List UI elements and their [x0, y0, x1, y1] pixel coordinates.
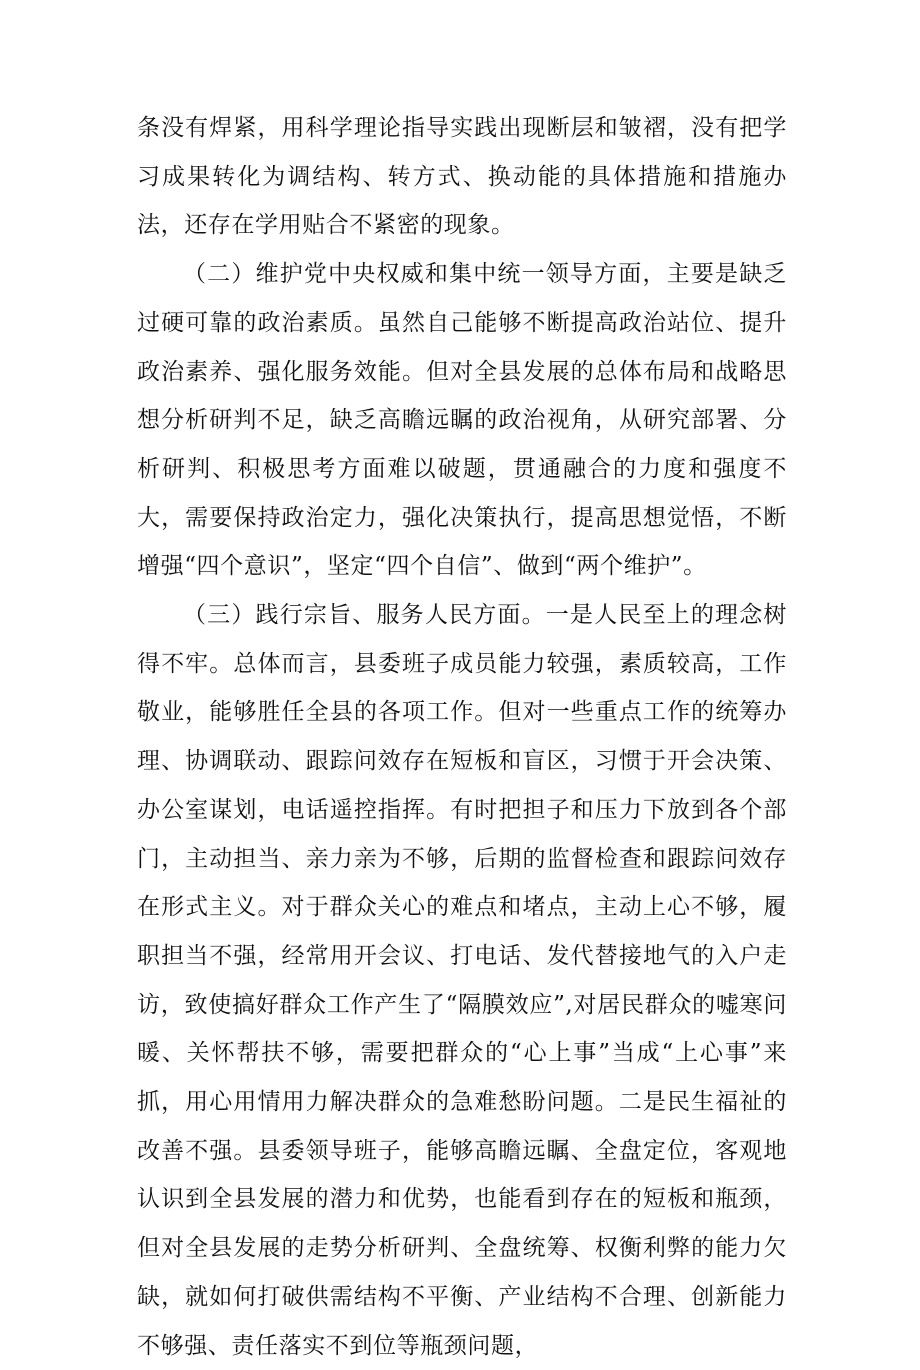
- paragraph-section-2: （二）维护党中央权威和集中统一领导方面，主要是缺乏过硬可靠的政治素质。虽然自己能够不断提高政治站位、提升政治素养、强化服务效能。但对全县发展的总体布局和战略思想分析研判不足，缺乏高瞻远瞩的政治视角，从研究部署、分析研判、积极思考方面难以破题，贯通融合的力度和强度不大，需要保持政治定力，强化决策执行，提高思想觉悟，不断增强“四个意识”，坚定“四个自信”、做到“两个维护”。: [137, 261, 787, 580]
- document-body: [137, 104, 787, 1370]
- paragraph-continuation: 条没有焊紧，用科学理论指导实践出现断层和皱褶，没有把学习成果转化为调结构、转方式、换动能的具体措施和措施办法，还存在学用贴合不紧密的现象。: [137, 115, 787, 239]
- paragraph-section-3: （三）践行宗旨、服务人民方面。一是人民至上的理念树得不牢。总体而言，县委班子成员能力较强，素质较高，工作敬业，能够胜任全县的各项工作。但对一些重点工作的统筹办理、协调联动、跟踪问效存在短板和盲区，习惯于开会决策、办公室谋划，电话遥控指挥。有时把担子和压力下放到各个部门，主动担当、亲力亲为不够，后期的监督检查和跟踪问效存在形式主义。对于群众关心的难点和堵点，主动上心不够，履职担当不强，经常用开会议、打电话、发代替接地气的入户走访，致使搞好群众工作产生了“隔膜效应”,对居民群众的嘘寒问暖、关怀帮扶不够，需要把群众的“心上事”当成“上心事”来抓，用心用情用力解决群众的急难愁盼问题。二是民生福祉的改善不强。县委领导班子，能够高瞻远瞩、全盘定位，客观地认识到全县发展的潜力和优势，也能看到存在的短板和瓶颈，但对全县发展的走势分析研判、全盘统筹、权衡利弊的能力欠缺，就如何打破供需结构不平衡、产业结构不合理、创新能力不够强、责任落实不到位等瓶颈问题，: [137, 602, 787, 1359]
